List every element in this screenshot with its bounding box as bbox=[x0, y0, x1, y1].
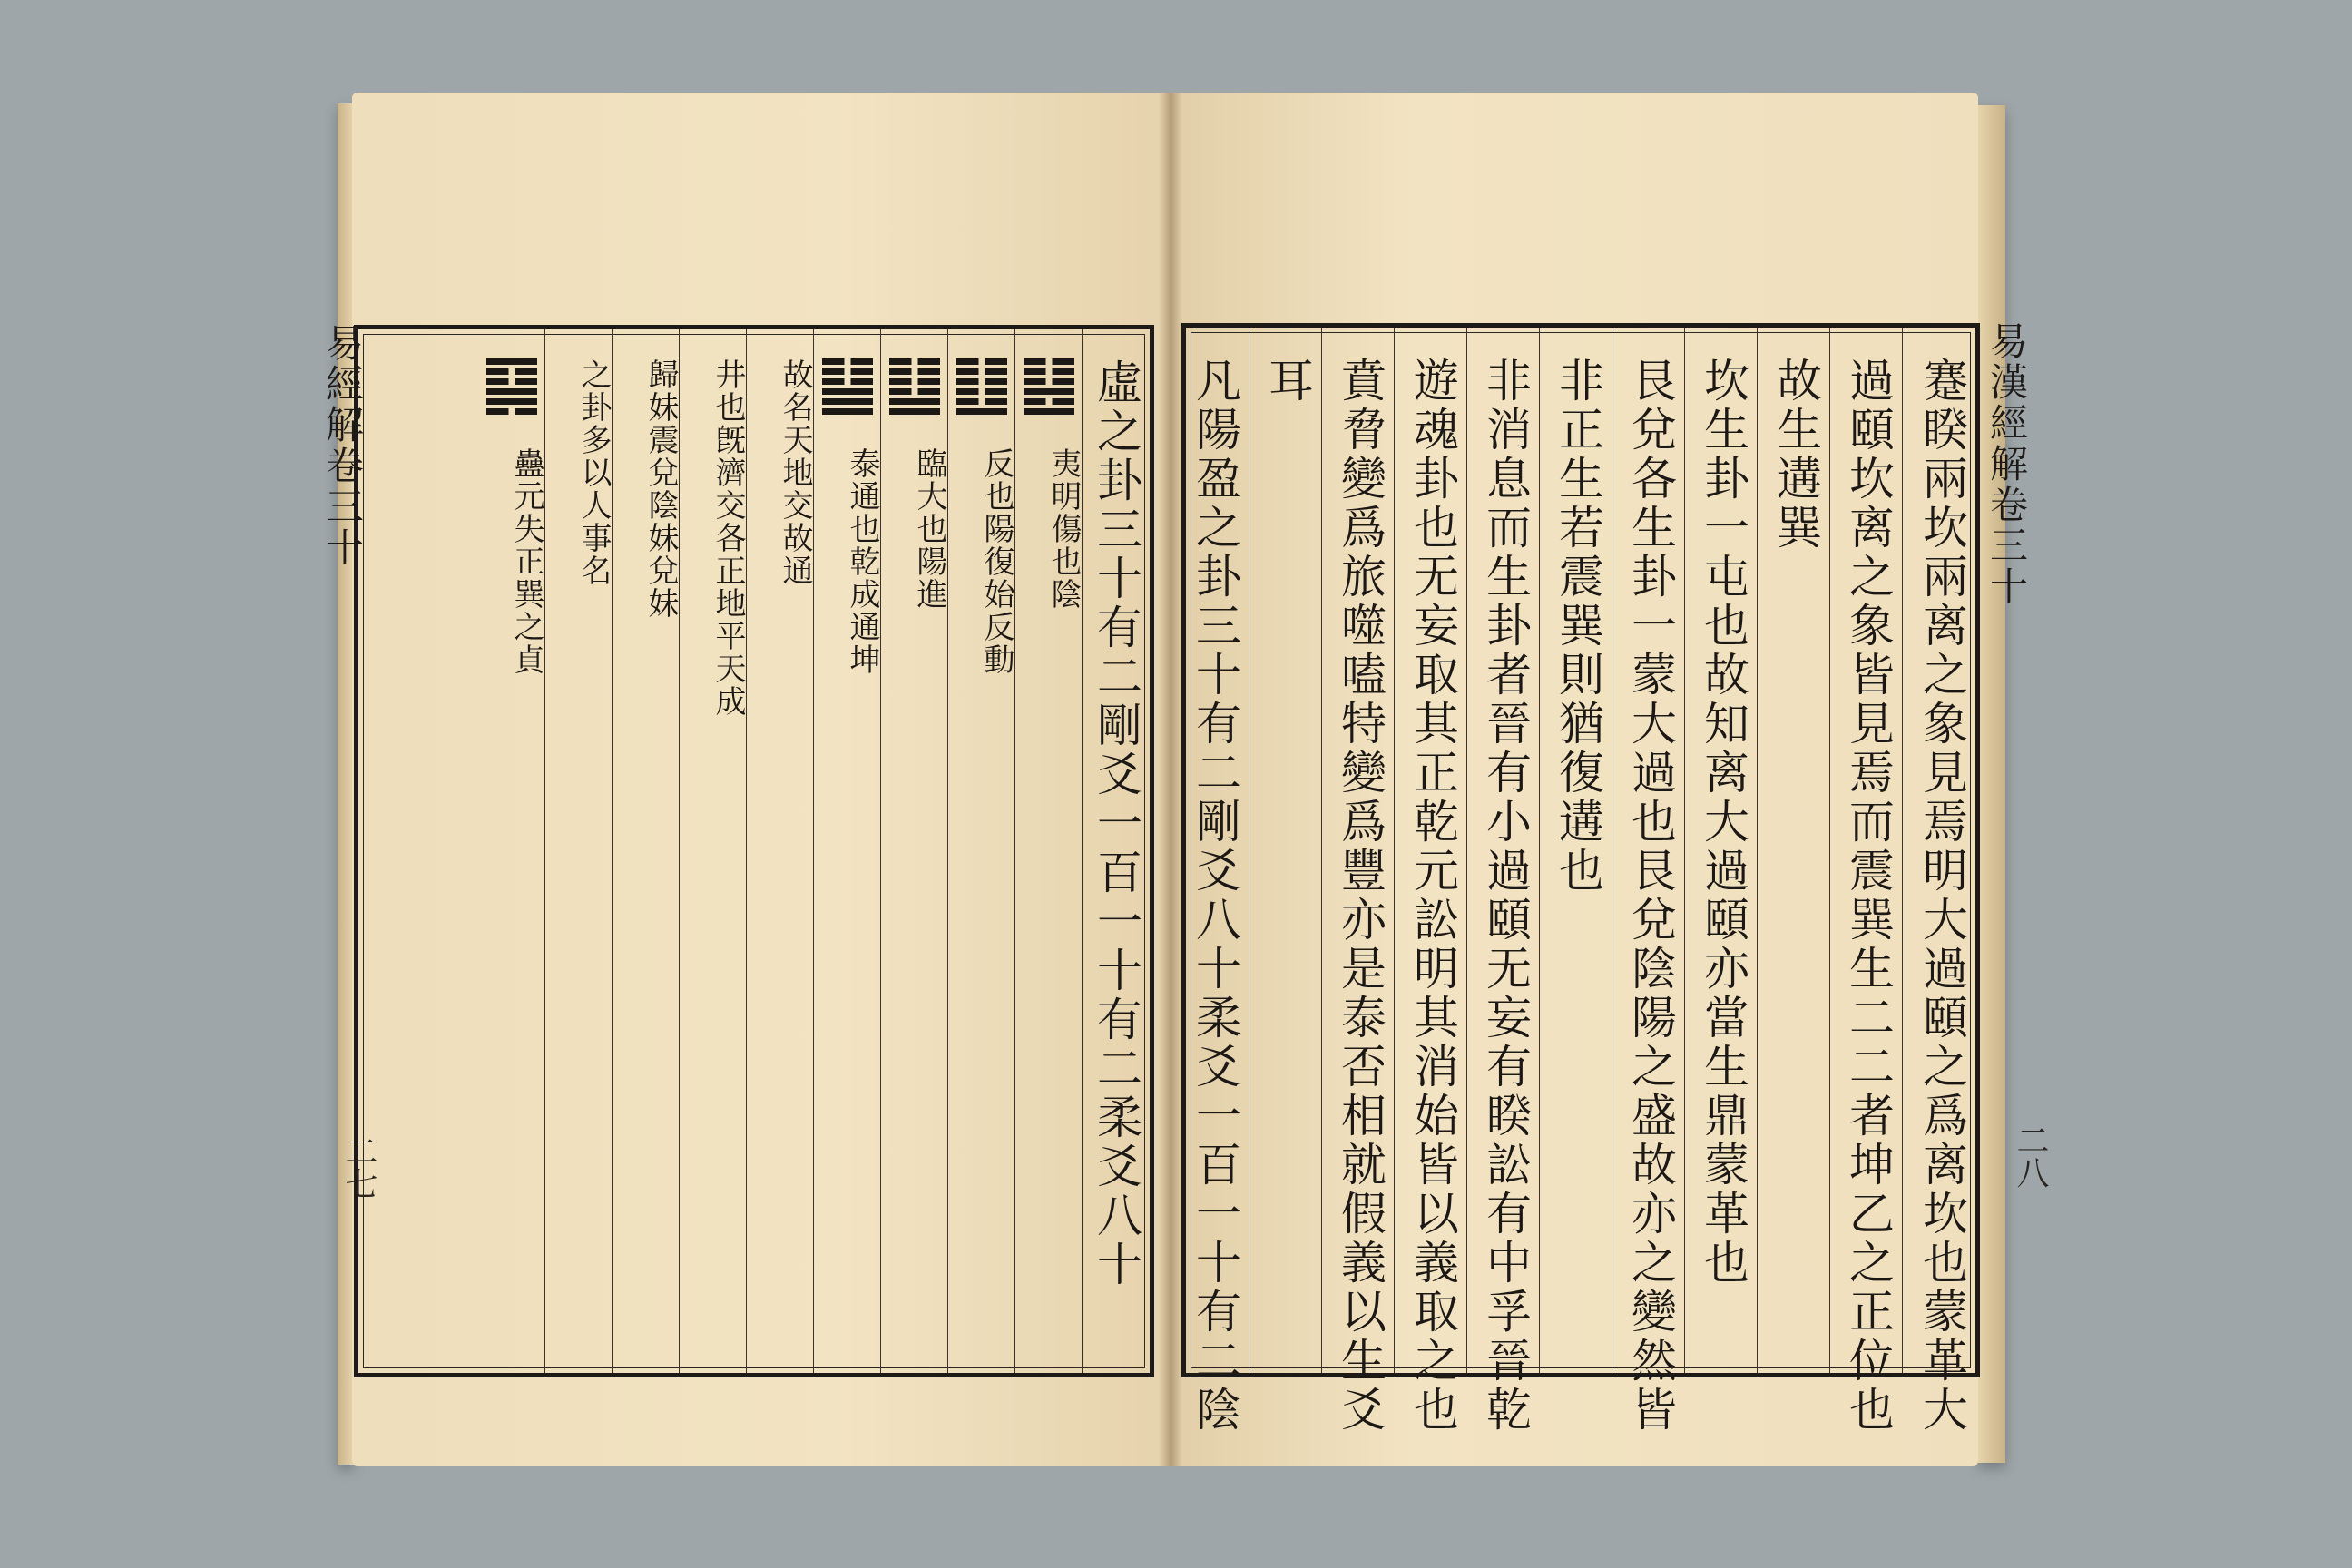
right-col-11-text: 凡陽盈之卦三十有二剛爻八十柔爻一百一十有二陰 bbox=[1189, 357, 1241, 1435]
right-col-1 bbox=[1903, 328, 1975, 1435]
left-col-9-text: 之卦多以人事名 bbox=[575, 358, 612, 587]
left-col-4 bbox=[881, 329, 948, 1373]
left-col-10 bbox=[478, 329, 545, 1373]
hexagram-icon bbox=[822, 358, 873, 418]
right-col-5-text: 艮兌各生卦一蒙大過也艮兌陰陽之盛故亦之變然皆 bbox=[1624, 357, 1677, 1435]
right-col-10 bbox=[1250, 328, 1322, 1373]
left-col-1-text: 虛之卦三十有二剛爻一百一十有二柔爻八十 bbox=[1090, 358, 1142, 1289]
left-col-7-text: 井也旣濟交各正地平天成 bbox=[710, 358, 746, 718]
right-leaf-number: 二八 bbox=[2012, 1123, 2049, 1189]
right-col-6-text: 非正生若震巽則猶復遘也 bbox=[1552, 357, 1604, 896]
right-col-10-text: 耳 bbox=[1261, 357, 1314, 406]
left-col-6 bbox=[747, 329, 814, 1373]
right-col-4 bbox=[1685, 328, 1758, 1373]
right-margin-title: 易漢經解卷三十 bbox=[1984, 321, 2029, 607]
left-col-9 bbox=[545, 329, 612, 1373]
right-page-columns bbox=[1186, 328, 1975, 1435]
right-col-7-text: 非消息而生卦者晉有小過頤无妄有睽訟有中孚晉乾 bbox=[1479, 357, 1532, 1435]
right-page-frame bbox=[1181, 323, 1980, 1435]
hexagram-icon bbox=[486, 358, 537, 418]
left-page-frame bbox=[354, 325, 1154, 1377]
right-col-11 bbox=[1177, 328, 1250, 1435]
left-margin-title: 易經解卷三十 bbox=[320, 323, 365, 568]
left-col-3 bbox=[948, 329, 1015, 1373]
hexagram-icon bbox=[889, 358, 940, 418]
right-col-9 bbox=[1322, 328, 1395, 1435]
left-col-10-text: 蠱元失正巽之貞 bbox=[508, 447, 544, 676]
left-page-columns bbox=[358, 329, 1150, 1373]
right-col-7 bbox=[1467, 328, 1540, 1435]
left-col-1 bbox=[1083, 329, 1150, 1373]
left-col-5 bbox=[814, 329, 881, 1373]
right-col-5 bbox=[1612, 328, 1685, 1435]
right-page-edge bbox=[1978, 105, 2005, 1463]
right-col-4-text: 坎生卦一屯也故知离大過頤亦當生鼎蒙革也 bbox=[1697, 357, 1749, 1288]
left-col-5-text: 泰通也乾成通坤 bbox=[844, 447, 880, 676]
left-col-3-text: 反也陽復始反動 bbox=[978, 447, 1014, 676]
right-col-8-text: 遊魂卦也无妄取其正乾元訟明其消始皆以義取之也 bbox=[1406, 357, 1459, 1435]
left-col-4-text: 臨大也陽進 bbox=[911, 447, 947, 611]
hexagram-icon bbox=[956, 358, 1007, 418]
hexagram-icon bbox=[1024, 358, 1074, 418]
right-col-8 bbox=[1395, 328, 1467, 1435]
right-col-2-text: 過頤坎离之象皆見焉而震巽生二二者坤乙之正位也 bbox=[1842, 357, 1895, 1435]
left-col-2-text: 夷明傷也陰 bbox=[1045, 447, 1082, 611]
right-col-2 bbox=[1830, 328, 1903, 1435]
left-col-2 bbox=[1015, 329, 1083, 1373]
right-col-3-text: 故生遘巽 bbox=[1769, 357, 1822, 553]
right-col-6 bbox=[1540, 328, 1612, 1373]
right-col-1-text: 蹇睽兩坎兩离之象見焉明大過頤之爲离坎也蒙革大 bbox=[1916, 357, 1968, 1435]
right-col-3 bbox=[1758, 328, 1830, 1373]
right-col-9-text: 賁脅變爲旅噬嗑特變爲豐亦是泰否相就假義以生爻 bbox=[1334, 357, 1387, 1435]
left-col-8-text: 歸妹震兌陰妹兌妹 bbox=[642, 358, 679, 620]
left-col-6-text: 故名天地交故通 bbox=[777, 358, 813, 587]
left-col-7 bbox=[680, 329, 747, 1373]
left-col-8 bbox=[612, 329, 680, 1373]
left-leaf-number: 二七 bbox=[340, 1134, 377, 1200]
